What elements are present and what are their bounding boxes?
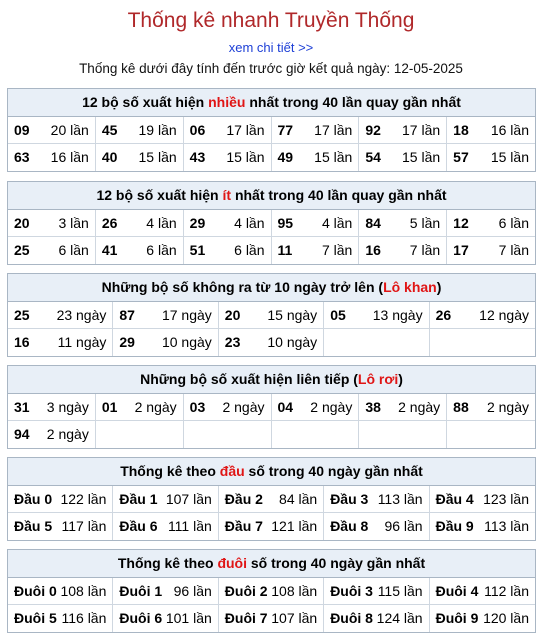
stat-value: 4 lần — [146, 214, 177, 231]
stat-grid — [8, 394, 535, 448]
stat-cell — [219, 302, 324, 329]
title-text: nhất trong 40 lần quay gần nhất — [245, 94, 461, 110]
stat-value: 107 lần — [165, 490, 212, 507]
stat-cell — [8, 421, 96, 448]
stat-value: 15 lần — [490, 149, 529, 165]
stat-key: 23 — [224, 334, 241, 350]
stat-cell — [219, 605, 324, 632]
title-text: Những bộ số không ra từ 10 ngày trở lên ( — [101, 279, 384, 295]
stat-cell — [8, 302, 113, 329]
stat-key: 95 — [277, 214, 294, 231]
stat-cell — [113, 513, 218, 540]
stat-cell — [96, 237, 184, 264]
stat-value: 15 lần — [226, 149, 265, 165]
stat-cell — [184, 237, 272, 264]
stat-key: 84 — [365, 214, 381, 231]
page-title: Thống kê nhanh Truyền Thống — [127, 9, 415, 32]
stat-key: Đuôi 0 — [14, 582, 57, 599]
stat-value: 7 lần — [321, 242, 353, 258]
stat-cell — [359, 117, 447, 144]
stat-value: 20 lần — [50, 121, 89, 138]
stat-key: Đuôi 8 — [330, 610, 373, 626]
stat-key: Đuôi 3 — [330, 582, 373, 599]
stat-cell — [430, 578, 535, 605]
stat-value: 17 lần — [402, 121, 441, 138]
stat-cell — [113, 578, 218, 605]
stat-value: 3 lần — [58, 214, 89, 231]
most-frequent-section — [7, 88, 536, 172]
stat-value: 7 lần — [409, 242, 441, 258]
stat-value: 116 lần — [61, 610, 107, 626]
stat-key: 54 — [365, 149, 381, 165]
lo-roi-section — [7, 365, 536, 449]
duoi-section — [7, 549, 536, 633]
stat-cell — [324, 302, 429, 329]
stat-key: Đầu 1 — [119, 490, 158, 507]
stat-value: 101 lần — [165, 610, 212, 626]
stat-value: 111 lần — [167, 518, 212, 534]
stat-key: 17 — [453, 242, 469, 258]
stat-value: 5 lần — [409, 214, 441, 231]
stat-key: 87 — [119, 306, 135, 323]
stat-key: 06 — [189, 121, 206, 138]
stat-key: 29 — [189, 214, 206, 231]
title-highlight: đầu — [219, 463, 245, 479]
stat-value: 4 lần — [234, 214, 265, 231]
stat-value: 2 ngày — [134, 398, 177, 415]
title-highlight: Lô rơi — [357, 371, 399, 387]
stat-key: 25 — [14, 306, 30, 323]
stat-key: Đầu 7 — [224, 518, 263, 534]
stat-value: 3 ngày — [46, 398, 89, 415]
title-text: 12 bộ số xuất hiện — [82, 94, 209, 110]
stat-value: 120 lần — [483, 610, 529, 626]
stat-cell — [359, 237, 447, 264]
stat-cell — [8, 210, 96, 237]
stat-grid — [8, 486, 535, 540]
stat-key: 38 — [365, 398, 381, 415]
stat-value: 11 ngày — [57, 334, 107, 350]
stat-value: 15 lần — [314, 149, 353, 165]
stat-value: 6 lần — [146, 242, 177, 258]
stat-cell — [8, 513, 113, 540]
stat-value: 15 ngày — [267, 306, 318, 323]
stat-key: Đầu 0 — [14, 490, 53, 507]
view-details-link[interactable]: xem chi tiết >> — [228, 40, 314, 55]
stat-cell — [8, 486, 113, 513]
stat-cell — [8, 237, 96, 264]
stat-key: 63 — [14, 149, 30, 165]
title-text: 12 bộ số xuất hiện — [96, 187, 223, 203]
stat-key: Đuôi 1 — [119, 582, 163, 599]
stat-key: 20 — [14, 214, 30, 231]
stat-value: 2 ngày — [398, 398, 441, 415]
stat-cell — [430, 605, 535, 632]
stat-value: 84 lần — [279, 490, 318, 507]
stat-key: 01 — [101, 398, 118, 415]
stat-cell — [447, 237, 535, 264]
stat-cell — [324, 605, 429, 632]
stat-cell — [272, 117, 360, 144]
stat-key: Đầu 2 — [224, 490, 263, 507]
stat-cell — [430, 513, 535, 540]
title-text: nhất trong 40 lần quay gần nhất — [231, 187, 447, 203]
stat-key: Đuôi 2 — [224, 582, 268, 599]
stat-cell — [430, 302, 535, 329]
stat-cell — [324, 513, 429, 540]
stat-value: 122 lần — [60, 490, 107, 507]
section-title — [8, 274, 535, 302]
stat-cell — [96, 117, 184, 144]
stat-cell — [272, 210, 360, 237]
stat-value: 16 lần — [50, 149, 89, 165]
title-highlight: đuôi — [217, 555, 247, 571]
empty-cell — [430, 329, 535, 356]
stat-value: 123 lần — [483, 490, 529, 507]
stat-cell — [113, 329, 218, 356]
stat-key: Đuôi 5 — [14, 610, 57, 626]
title-highlight: nhiều — [208, 94, 246, 110]
stat-value: 16 lần — [490, 121, 529, 138]
stat-value: 23 ngày — [56, 306, 107, 323]
stat-key: 11 — [277, 242, 293, 258]
stat-value: 4 lần — [321, 214, 353, 231]
stat-key: 03 — [189, 398, 206, 415]
stat-key: 29 — [119, 334, 135, 350]
stat-value: 2 ngày — [486, 398, 529, 415]
stat-value: 96 lần — [173, 582, 212, 599]
stat-value: 108 lần — [60, 582, 107, 599]
section-title — [8, 458, 535, 486]
stat-cell — [359, 394, 447, 421]
stat-key: 43 — [189, 149, 206, 165]
stat-value: 2 ngày — [46, 426, 89, 442]
stat-key: Đầu 4 — [435, 490, 474, 507]
stat-cell — [8, 329, 113, 356]
stat-value: 113 lần — [484, 518, 529, 534]
stat-value: 124 lần — [376, 610, 423, 626]
stat-cell — [8, 394, 96, 421]
stat-value: 121 lần — [271, 518, 318, 534]
stat-cell — [8, 605, 113, 632]
stat-cell — [219, 513, 324, 540]
stat-cell — [96, 210, 184, 237]
stat-value: 107 lần — [271, 610, 318, 626]
stat-value: 17 lần — [226, 121, 265, 138]
stat-key: Đầu 6 — [119, 518, 158, 534]
stat-cell — [184, 117, 272, 144]
stat-key: 45 — [101, 121, 118, 138]
stat-cell — [96, 144, 184, 171]
stat-value: 112 lần — [484, 582, 529, 599]
section-title — [8, 182, 535, 210]
title-highlight: Lô khan — [383, 279, 437, 295]
stat-cell — [219, 486, 324, 513]
stat-cell — [359, 144, 447, 171]
stat-value: 96 lần — [384, 518, 423, 534]
stat-value: 6 lần — [234, 242, 265, 258]
stat-cell — [219, 329, 324, 356]
stat-cell — [184, 210, 272, 237]
stat-key: 94 — [14, 426, 30, 442]
stat-cell — [359, 210, 447, 237]
stat-key: 25 — [14, 242, 30, 258]
stat-key: Đuôi 7 — [224, 610, 268, 626]
stat-key: Đầu 9 — [435, 518, 474, 534]
stat-cell — [8, 117, 96, 144]
stat-value: 19 lần — [138, 121, 177, 138]
stat-cell — [113, 486, 218, 513]
section-title — [8, 366, 535, 394]
stat-value: 7 lần — [498, 242, 529, 258]
stat-key: Đuôi 9 — [435, 610, 479, 626]
stat-cell — [8, 578, 113, 605]
stat-value: 2 ngày — [310, 398, 353, 415]
stat-key: 12 — [453, 214, 469, 231]
title-text: Thống kê theo — [120, 463, 220, 479]
stat-cell — [324, 486, 429, 513]
stat-cell — [184, 394, 272, 421]
stat-key: 26 — [101, 214, 118, 231]
title-text: số trong 40 ngày gần nhất — [244, 463, 423, 479]
stat-value: 117 lần — [61, 518, 107, 534]
stat-key: 16 — [365, 242, 381, 258]
title-text: ) — [398, 371, 403, 387]
empty-cell — [447, 421, 535, 448]
stat-key: 04 — [277, 398, 294, 415]
stat-value: 12 ngày — [479, 306, 529, 323]
stat-value: 15 lần — [402, 149, 441, 165]
stat-key: 88 — [453, 398, 469, 415]
stat-cell — [447, 394, 535, 421]
stat-key: 41 — [101, 242, 118, 258]
stat-key: 77 — [277, 121, 294, 138]
dau-section — [7, 457, 536, 541]
stat-key: 49 — [277, 149, 294, 165]
stat-value: 13 ngày — [372, 306, 423, 323]
page-subtitle: Thống kê dưới đây tính đến trước giờ kết quả ngày: 12-05-2025 — [79, 61, 463, 76]
empty-cell — [324, 329, 429, 356]
stat-key: Đầu 8 — [330, 518, 369, 534]
empty-cell — [272, 421, 360, 448]
stat-grid — [8, 117, 535, 171]
stat-value: 15 lần — [138, 149, 177, 165]
stat-cell — [184, 144, 272, 171]
stat-cell — [8, 144, 96, 171]
stat-key: Đuôi 6 — [119, 610, 163, 626]
stat-value: 6 lần — [498, 214, 529, 231]
stat-key: 51 — [189, 242, 206, 258]
stat-key: 40 — [101, 149, 118, 165]
stat-cell — [113, 302, 218, 329]
stat-value: 17 lần — [314, 121, 353, 138]
stat-key: 20 — [224, 306, 241, 323]
stat-value: 2 ngày — [222, 398, 265, 415]
stat-value: 6 lần — [58, 242, 89, 258]
stat-cell — [219, 578, 324, 605]
stat-value: 115 lần — [377, 582, 423, 599]
stat-key: Đầu 3 — [330, 490, 369, 507]
stat-key: 16 — [14, 334, 30, 350]
stat-key: 09 — [14, 121, 30, 138]
stat-grid — [8, 302, 535, 356]
stat-key: 31 — [14, 398, 30, 415]
stat-cell — [447, 144, 535, 171]
stat-cell — [447, 210, 535, 237]
stat-value: 113 lần — [377, 490, 423, 507]
empty-cell — [359, 421, 447, 448]
stat-cell — [447, 117, 535, 144]
stat-key: 05 — [330, 306, 346, 323]
empty-cell — [96, 421, 184, 448]
lo-khan-section — [7, 273, 536, 357]
section-title — [8, 89, 535, 117]
empty-cell — [184, 421, 272, 448]
stat-cell — [272, 144, 360, 171]
stat-key: Đầu 5 — [14, 518, 53, 534]
title-text: ) — [436, 279, 442, 295]
least-frequent-section — [7, 181, 536, 265]
stat-key: 18 — [453, 121, 469, 138]
stat-value: 10 ngày — [267, 334, 318, 350]
stat-value: 10 ngày — [161, 334, 212, 350]
stat-value: 17 ngày — [161, 306, 212, 323]
stat-key: 57 — [453, 149, 469, 165]
stat-cell — [113, 605, 218, 632]
stat-cell — [272, 237, 360, 264]
section-title — [8, 550, 535, 578]
title-text: Thống kê theo — [117, 555, 218, 571]
title-highlight: ít — [222, 187, 232, 203]
stat-key: Đuôi 4 — [435, 582, 479, 599]
stat-cell — [96, 394, 184, 421]
stat-key: 92 — [365, 121, 381, 138]
stat-cell — [272, 394, 360, 421]
stat-grid — [8, 578, 535, 632]
title-text: Những bộ số xuất hiện liên tiếp ( — [140, 371, 358, 387]
stat-value: 108 lần — [271, 582, 318, 599]
stat-cell — [324, 578, 429, 605]
title-text: số trong 40 ngày gần nhất — [246, 555, 426, 571]
stat-cell — [430, 486, 535, 513]
stat-key: 26 — [435, 306, 452, 323]
stat-grid — [8, 210, 535, 264]
